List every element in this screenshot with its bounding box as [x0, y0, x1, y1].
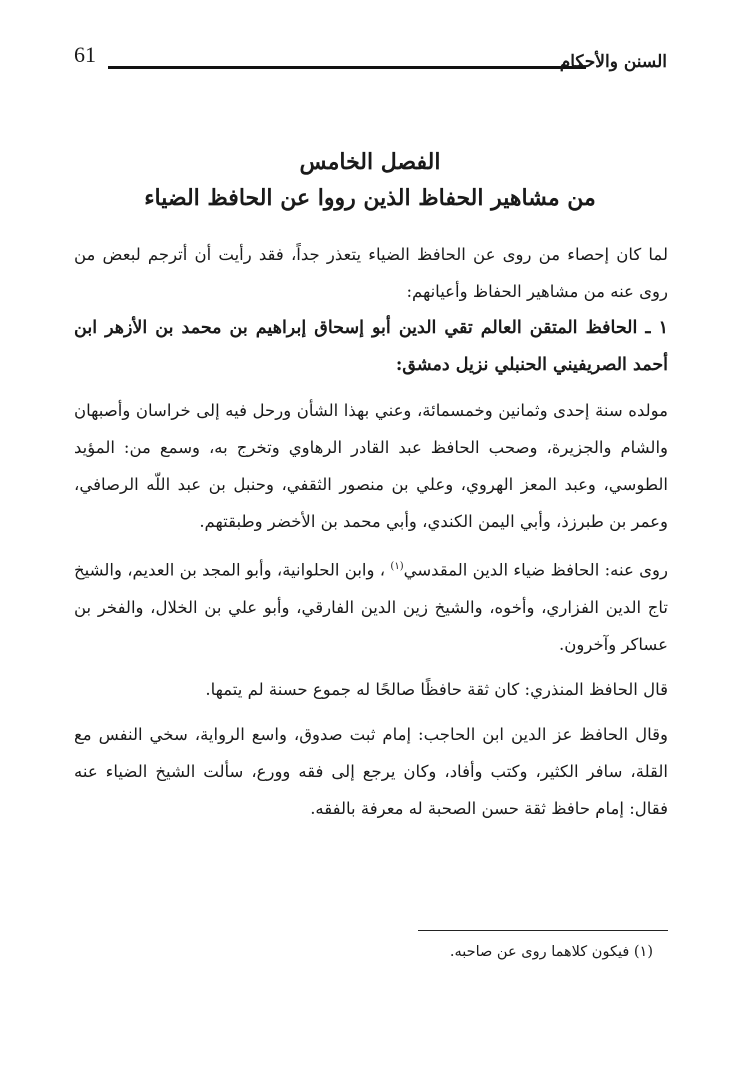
- entry-heading: ١ ـ الحافظ المتقن العالم تقي الدين أبو إسحاق إبراهيم بن محمد بن الأزهر ابن أحمد الصريفيني الحنبلي نزيل دمشق:: [74, 318, 668, 375]
- paragraph-narrators: [74, 548, 668, 663]
- chapter-title: الفصل الخامس: [299, 149, 441, 175]
- footnote-rule: [418, 930, 668, 931]
- footnote: (١) فيكون كلاهما روى عن صاحبه.: [449, 944, 653, 960]
- chapter-subtitle: من مشاهير الحفاظ الذين رووا عن الحافظ الضياء: [144, 185, 596, 211]
- narrators-text-start: روى عنه: الحافظ ضياء الدين المقدسي: [403, 560, 668, 580]
- body-text: [74, 236, 668, 827]
- paragraph-birth-and-teachers: مولده سنة إحدى وثمانين وخمسمائة، وعني بهذا الشأن ورحل فيه إلى خراسان وأصبهان والشام والجزيرة، وصحب الحافظ عبد القادر الرهاوي وتخرج به، وسمع من: المؤيد الطوسي، وعبد المعز الهروي، وعلي بن منصور الثقفي، وحنبل بن عبد اللّه الرصافي، وعمر بن طبرزذ، وأبي اليمن الكندي، وأبي محمد بن الأخضر وطبقتهم.: [74, 401, 668, 531]
- footnote-reference: (١): [390, 561, 404, 572]
- chapter-heading: [70, 146, 670, 214]
- page-number: 61: [74, 42, 96, 67]
- header-rule: [108, 66, 586, 69]
- intro-paragraph: لما كان إحصاء من روى عن الحافظ الضياء يتعذر جداً، فقد رأيت أن أترجم لبعض من روى عنه من مشاهير الحفاظ وأعيانهم:: [74, 245, 668, 301]
- narrators-text-end: ، وابن الحلوانية، وأبو المجد بن العديم، والشيخ تاج الدين الفزاري، وأخوه، والشيخ زين الدين الفارقي، وأبو علي بن الخلال، والفخر بن عساكر وآخرون.: [74, 560, 668, 654]
- paragraph-ibn-hajib-quote: وقال الحافظ عز الدين ابن الحاجب: إمام ثبت صدوق، واسع الرواية، سخي النفس مع القلة، سافر الكثير، وكتب وأفاد، وكان يرجع إلى فقه وورع، سألت الشيخ الضياء عنه فقال: إمام حافظ ثقة حسن الصحبة له معرفة بالفقه.: [74, 724, 668, 818]
- running-header: [72, 42, 667, 86]
- running-title: السنن والأحكام: [559, 52, 667, 72]
- paragraph-mundhiri-quote: قال الحافظ المنذري: كان ثقة حافظًا صالحًا له جموع حسنة لم يتمها.: [205, 679, 668, 699]
